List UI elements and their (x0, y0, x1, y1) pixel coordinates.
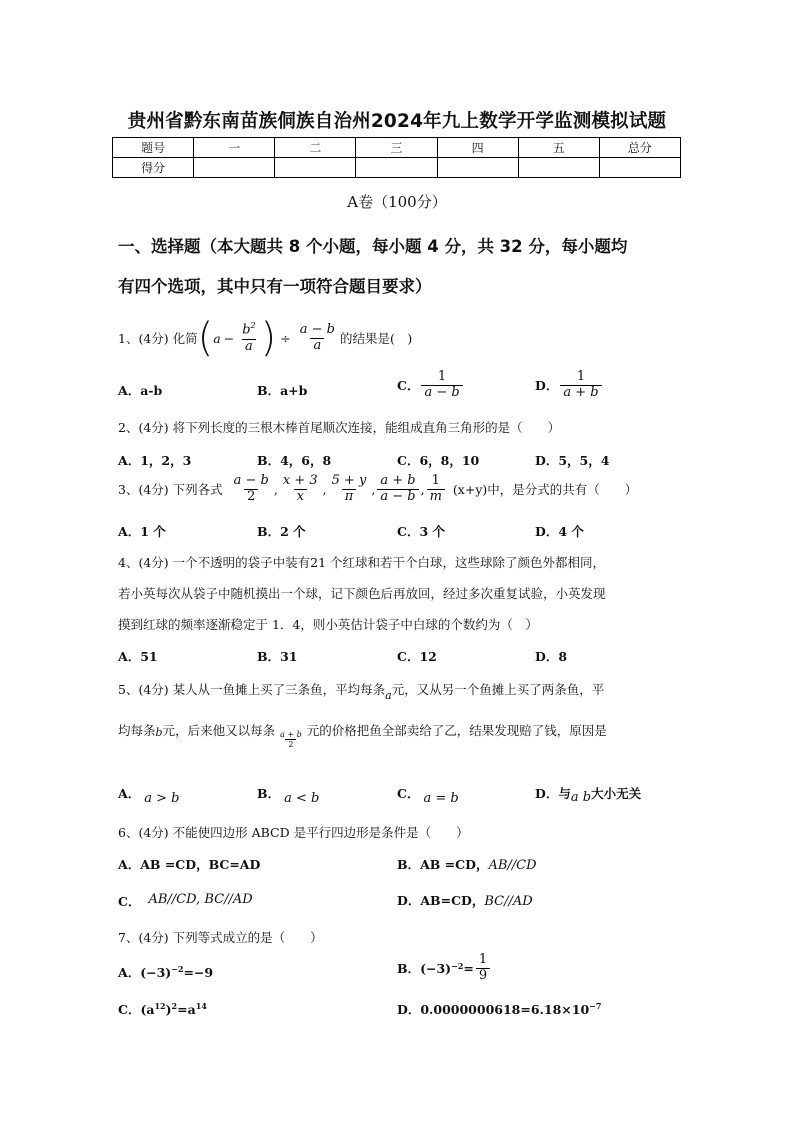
q3-fraction-5 (427, 474, 445, 505)
q3-fraction-3 (329, 474, 370, 505)
q6-option-d (397, 891, 533, 909)
score-header-cell: 二 (275, 138, 356, 158)
q5-option-b (257, 784, 320, 806)
q1-option-d (535, 370, 604, 401)
q1-fraction-amb-over-a (297, 323, 338, 354)
exponent: 2 (171, 1000, 178, 1011)
score-header-cell: 五 (518, 138, 599, 158)
score-cell (518, 158, 599, 178)
q1-option-d-fraction (560, 370, 601, 401)
option-label: D．AB=CD， (397, 893, 485, 908)
q6-option-b (397, 855, 537, 873)
frac-num: 1 (576, 369, 586, 384)
q3-option-b: B．2 个 (257, 524, 306, 539)
q5-text-1a: 5、(4分) 某人从一鱼摊上买了三条鱼，平均每条 (118, 682, 386, 697)
score-header-cell: 总分 (599, 138, 680, 158)
score-header-cell: 一 (194, 138, 275, 158)
comma: , (371, 481, 376, 497)
q5-var-b: b (155, 726, 163, 739)
q7-option-d (397, 1000, 601, 1018)
exponent: −2 (171, 963, 184, 974)
q3-option-a: A．1 个 (118, 524, 166, 539)
section-heading-line2: 有四个选项，其中只有一项符合题目要求） (118, 277, 432, 296)
square-exponent: 2 (250, 321, 256, 331)
q1-b: b (242, 322, 251, 338)
option-suffix: 大小无关 (591, 786, 642, 801)
option-math: a b (570, 790, 592, 805)
q1-prefix: 1、(4分) 化简 (118, 331, 198, 346)
option-label: C． (118, 894, 141, 909)
q2-option-c: C．6，8，10 (397, 453, 480, 468)
q2-option-d: D．5，5，4 (535, 453, 610, 468)
q7-option-b (397, 953, 492, 984)
score-cell (599, 158, 680, 178)
frac-den: a − b (421, 385, 462, 401)
frac-den: a − b (377, 489, 418, 505)
option-text: D．0.0000000618=6.18×10 (397, 1002, 590, 1017)
q4-option-d: D．8 (535, 649, 568, 664)
q3-suffix: (x+y)中，是分式的共有（ ） (452, 482, 638, 498)
q4-option-a: A．51 (118, 649, 158, 664)
comma: , (420, 481, 425, 497)
question-4-line2: 若小英每次从袋子中随机摸出一个球，记下颜色后再放回，经过多次重复试验，小英发现 (118, 586, 606, 601)
question-7: 7、(4分) 下列等式成立的是（ ） (118, 930, 323, 945)
question-3 (118, 474, 688, 505)
question-5-line1 (118, 680, 688, 702)
q3-option-c: C．3 个 (397, 524, 445, 539)
q1-option-a: A．a-b (118, 383, 163, 398)
q7-b-fraction (476, 953, 490, 984)
score-cell (275, 158, 356, 178)
frac-den: m (427, 489, 445, 505)
q2-option-b: B．4，6，8 (257, 453, 332, 468)
exponent: −2 (451, 961, 464, 971)
q1-frac2-num: a − b (299, 321, 335, 337)
option-label: A． (118, 786, 141, 801)
frac-den: 9 (476, 968, 490, 984)
frac-num: 5 + y (331, 473, 367, 488)
q1-suffix: 的结果是( ) (339, 331, 413, 346)
question-2: 2、(4分) 将下列长度的三根木棒首尾顺次连接，能组成直角三角形的是（ ） (118, 420, 561, 435)
q5-text-2c: 元的价格把鱼全部卖给了乙，结果发现赔了钱，原因是 (306, 723, 607, 738)
option-text: =a (177, 1002, 196, 1017)
frac-num: 1 (431, 473, 440, 488)
option-math: a > b (144, 791, 180, 806)
score-header-cell: 四 (437, 138, 518, 158)
q4-option-b: B．31 (257, 649, 298, 664)
q5-small-fraction (277, 730, 305, 749)
option-label: C． (397, 786, 420, 801)
frac-num: x + 3 (282, 473, 318, 488)
frac-num: a + b (380, 473, 416, 488)
q4-option-c: C．12 (397, 649, 437, 664)
q7-option-c (118, 1000, 207, 1018)
comma: , (273, 481, 278, 497)
option-math: BC//AD (484, 894, 533, 909)
comma: , (322, 481, 327, 497)
option-label: B．AB =CD， (397, 857, 489, 872)
q1-option-c-label: C． (397, 378, 420, 394)
frac-den: 2 (285, 739, 296, 749)
equals: = (463, 960, 474, 976)
q1-var-a: a (213, 330, 221, 346)
q1-option-b: B．a+b (257, 383, 308, 398)
score-cell (437, 158, 518, 178)
q3-prefix: 3、(4分) 下列各式 (118, 482, 223, 498)
exponent: −7 (589, 1000, 602, 1011)
option-text: A．(−3) (118, 965, 172, 980)
option-math: a < b (284, 791, 320, 806)
q5-var-a: a (385, 689, 392, 702)
q1-frac2-den: a (310, 338, 324, 354)
left-paren: ( (197, 315, 214, 361)
q3-fraction-4 (377, 474, 418, 505)
q1-option-d-label: D． (535, 378, 559, 394)
question-4-line3: 摸到红球的频率逐渐稳定于 1．4，则小英估计袋子中白球的个数约为（ ） (118, 617, 538, 632)
option-text: B．(−3) (397, 961, 452, 977)
q3-fraction-1 (231, 474, 272, 505)
question-6: 6、(4分) 不能使四边形 ABCD 是平行四边形是条件是（ ） (118, 825, 469, 840)
q3-option-d: D．4 个 (535, 524, 584, 539)
q5-option-a (118, 784, 180, 806)
option-text: C．(a (118, 1002, 155, 1017)
frac-den: π (342, 489, 357, 505)
q5-text-2a: 均每条 (118, 723, 156, 738)
q2-option-a: A．1，2，3 (118, 453, 192, 468)
q5-option-c (397, 784, 459, 806)
score-cell (194, 158, 275, 178)
section-a-title: A卷（100分） (347, 193, 447, 211)
q1-option-c (397, 370, 465, 401)
q5-text-2b: 元，后来他又以每条 (162, 723, 276, 738)
score-table-header-row (113, 138, 681, 158)
exam-title: 贵州省黔东南苗族侗族自治州2024年九上数学开学监测模拟试题 (127, 111, 667, 132)
frac-num: a − b (233, 473, 269, 488)
option-text: =−9 (183, 965, 214, 980)
q3-fraction-2 (280, 474, 321, 505)
q6-option-c (118, 889, 253, 907)
frac-den: x (294, 489, 307, 505)
q1-fraction-b2-over-a (239, 321, 258, 354)
q7-option-a (118, 963, 213, 981)
frac-num: a + b (280, 730, 302, 739)
option-math: AB//CD, BC//AD (148, 892, 253, 907)
minus-sign: − (223, 330, 235, 346)
option-label: B． (257, 786, 281, 801)
score-table-score-row (113, 158, 681, 178)
section-heading-line1: 一、选择题（本大题共 8 个小题，每小题 4 分，共 32 分，每小题均 (118, 237, 628, 256)
q5-option-d (535, 784, 642, 805)
exponent: 12 (154, 1000, 166, 1011)
frac-num: 1 (437, 369, 447, 384)
question-5-line2 (118, 721, 688, 749)
score-header-cell: 题号 (113, 138, 194, 158)
score-row-label: 得分 (113, 158, 194, 178)
q1-option-c-fraction (421, 370, 462, 401)
option-label: D．与 (535, 786, 571, 801)
question-4-line1: 4、(4分) 一个不透明的袋子中装有21 个红球和若干个白球，这些球除了颜色外都相同， (118, 555, 606, 570)
score-header-cell: 三 (356, 138, 437, 158)
exponent: 14 (195, 1000, 207, 1011)
score-table (112, 137, 681, 178)
question-1 (118, 315, 688, 361)
q6-option-a: A．AB =CD，BC=AD (118, 857, 261, 872)
frac-den: a + b (560, 385, 601, 401)
frac-num: 1 (478, 952, 488, 967)
q1-frac-den: a (242, 339, 256, 355)
right-paren: ) (260, 315, 277, 361)
option-text: ) (165, 1002, 172, 1017)
score-cell (356, 158, 437, 178)
option-math: AB//CD (488, 858, 537, 873)
option-math: a = b (423, 791, 459, 806)
divide-sign: ÷ (280, 330, 291, 346)
frac-den: 2 (244, 489, 258, 505)
q5-text-1b: 元，又从另一个鱼摊上买了两条鱼，平 (391, 682, 605, 697)
